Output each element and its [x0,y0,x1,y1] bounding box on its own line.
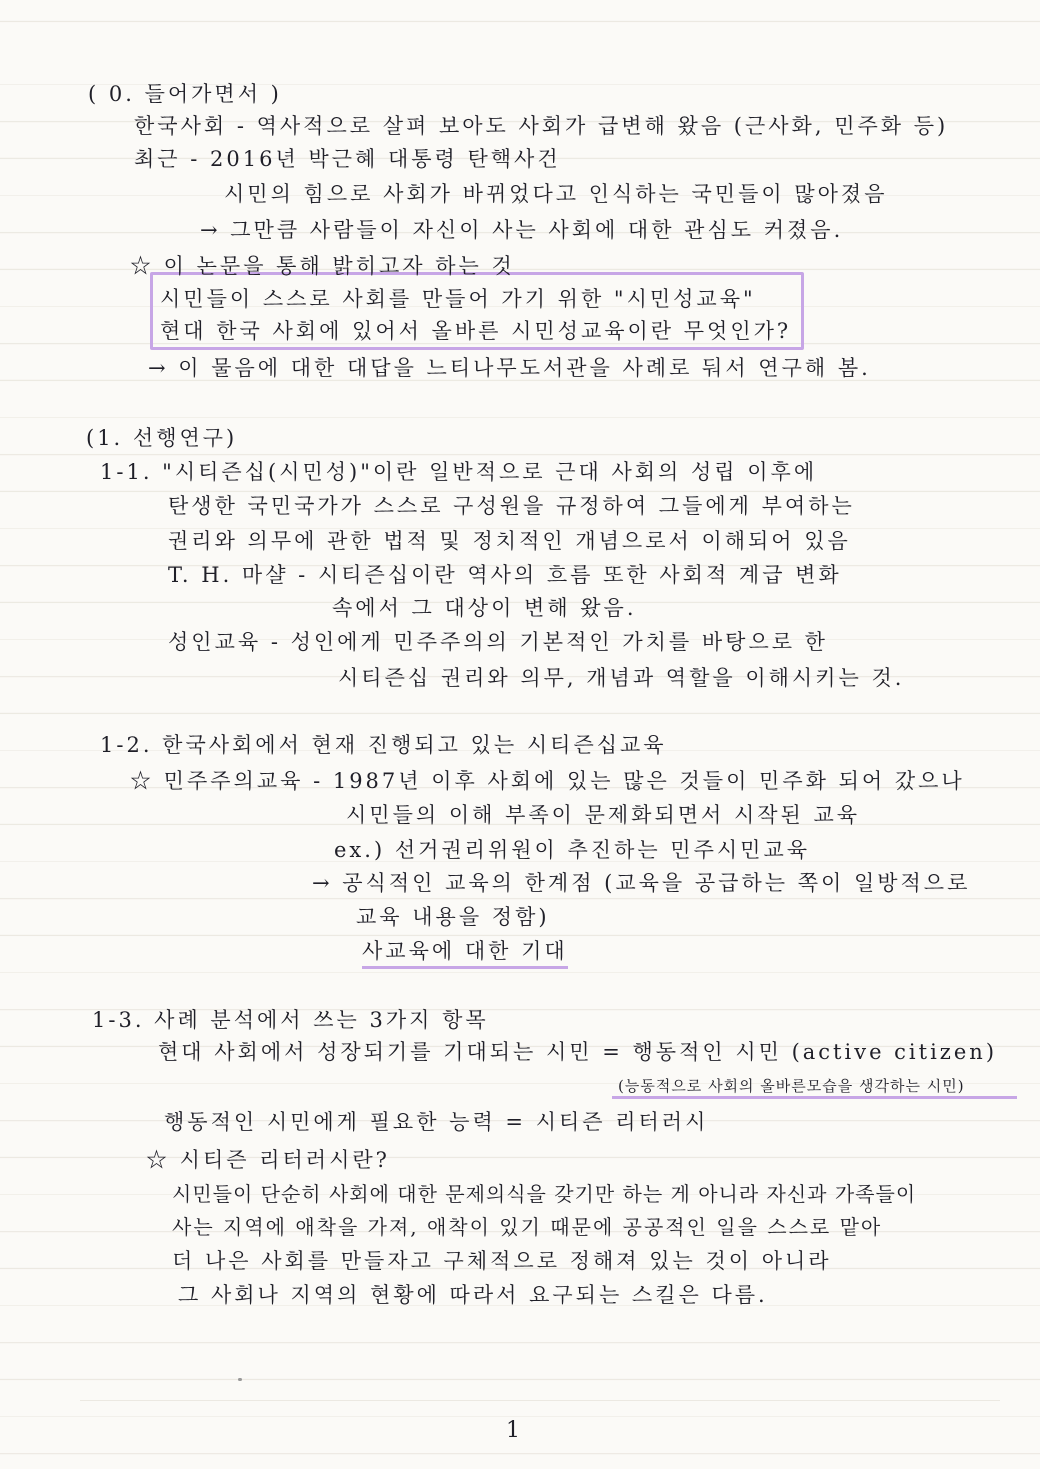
text-line: 속에서 그 대상이 변해 왔음. [332,596,637,620]
text-line: 현대 사회에서 성장되기를 기대되는 시민 = 행동적인 시민 (active citizen) [158,1040,998,1064]
text-line: 1-2. 한국사회에서 현재 진행되고 있는 시티즌십교육 [100,733,667,757]
text-line: 현대 한국 사회에 있어서 올바른 시민성교육이란 무엇인가? [160,319,792,343]
text-line: 시민들의 이해 부족이 문제화되면서 시작된 교육 [346,803,861,827]
text-line: 시민들이 스스로 사회를 만들어 가기 위한 "시민성교육" [160,287,756,311]
text-line: 행동적인 시민에게 필요한 능력 = 시티즌 리터러시 [164,1110,709,1134]
text-line: 성인교육 - 성인에게 민주주의의 기본적인 가치를 바탕으로 한 [168,630,828,654]
text-line: 권리와 의무에 관한 법적 및 정치적인 개념으로서 이해되어 있음 [168,529,851,553]
text-line: ☆ 이 논문을 통해 밝히고자 하는 것 [130,254,515,278]
text-line: 시티즌십 권리와 의무, 개념과 역할을 이해시키는 것. [338,666,905,690]
text-line: 1-1. "시티즌십(시민성)"이란 일반적으로 근대 사회의 성립 이후에 [100,460,818,484]
text-line: 한국사회 - 역사적으로 살펴 보아도 사회가 급변해 왔음 (근사화, 민주화 등) [134,114,949,138]
text-line: ex.) 선거권리위원이 추진하는 민주시민교육 [334,838,811,862]
section-0-heading: ( 0. 들어가면서 ) [88,82,282,106]
text-line: 탄생한 국민국가가 스스로 구성원을 규정하여 그들에게 부여하는 [168,494,855,518]
text-line: → 그만큼 사람들이 자신이 사는 사회에 대한 관심도 커졌음. [200,218,844,242]
highlighted-text: 사교육에 대한 기대 [362,937,568,969]
text-line: 1-3. 사례 분석에서 쓰는 3가지 항목 [92,1008,489,1032]
text-line: T. H. 마샬 - 시티즌십이란 역사의 흐름 또한 사회적 계급 변화 [168,563,842,587]
text-line: 사는 지역에 애착을 가져, 애착이 있기 때문에 공공적인 일을 스스로 맡아 [172,1215,883,1239]
text-line: 시민의 힘으로 사회가 바뀌었다고 인식하는 국민들이 많아졌음 [224,182,888,206]
bottom-rule [80,1400,1000,1401]
text-line: 최근 - 2016년 박근혜 대통령 탄핵사건 [134,147,561,171]
text-line: 교육 내용을 정함) [356,905,550,929]
text-line: → 이 물음에 대한 대답을 느티나무도서관을 사례로 둬서 연구해 봄. [148,356,871,380]
page-number: 1 [506,1418,520,1443]
ink-dot [238,1378,242,1381]
text-line: ☆ 민주주의교육 - 1987년 이후 사회에 있는 많은 것들이 민주화 되어 갔으나 [130,769,965,793]
text-line: → 공식적인 교육의 한계점 (교육을 공급하는 쪽이 일방적으로 [312,871,971,895]
text-line: ☆ 시티즌 리터러시란? [146,1148,390,1172]
text-line: 더 나은 사회를 만들자고 구체적으로 정해져 있는 것이 아니라 [172,1249,832,1273]
section-1-heading: (1. 선행연구) [86,426,238,450]
text-line: (능동적으로 사회의 올바른모습을 생각하는 시민) [618,1077,965,1095]
text-line: 시민들이 단순히 사회에 대한 문제의식을 갖기만 하는 게 아니라 자신과 가족들이 [172,1182,917,1206]
text-line: 그 사회나 지역의 현황에 따라서 요구되는 스킬은 다름. [178,1283,768,1307]
